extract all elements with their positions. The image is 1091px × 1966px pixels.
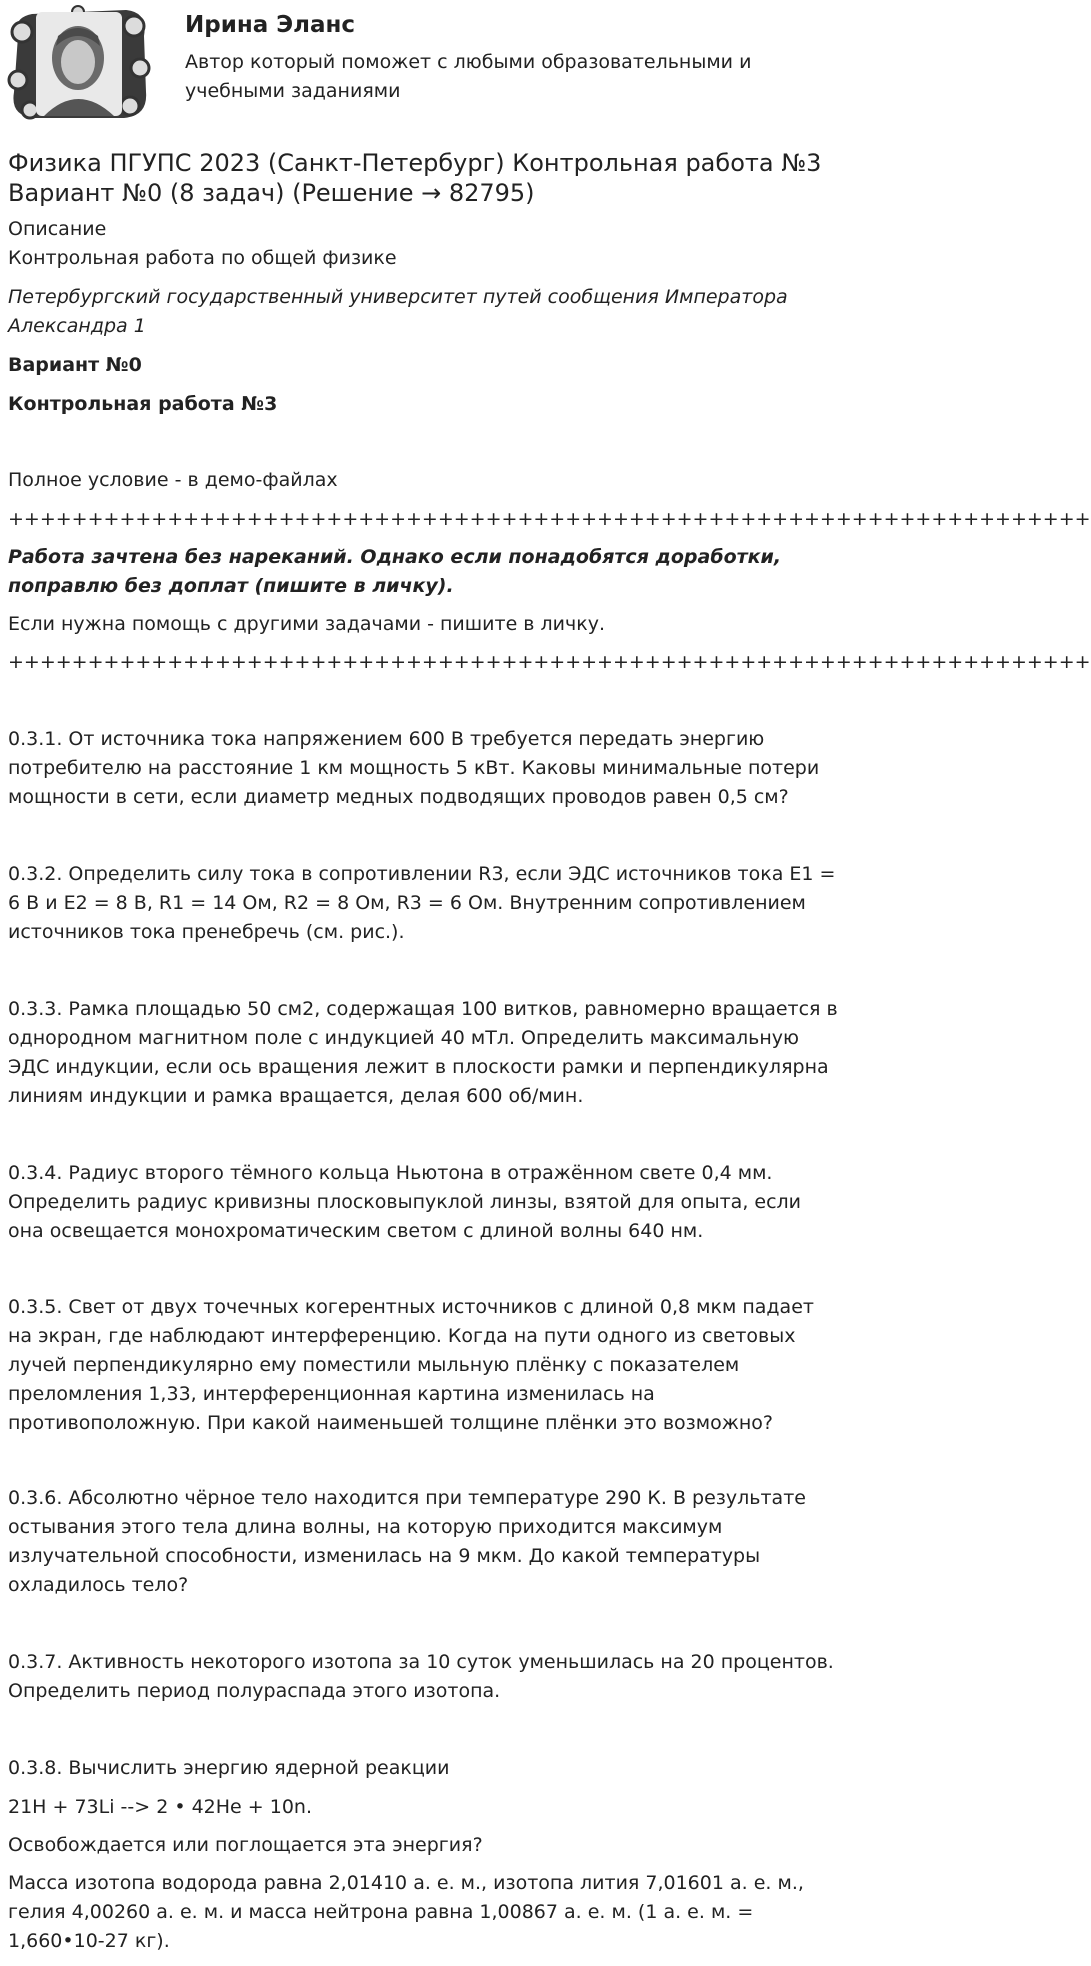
variant-label: Вариант №0 [8,354,142,376]
task-item: 0.3.4. Радиус второго тёмного кольца Ньютона в отражённом свете 0,4 мм. Определить радиус кривизны плосковыпуклой линзы, взятой для опыта, если она освещается монохроматическим светом с длиной волны 640 нм. [8,1162,802,1242]
separator-line: ++++++++++++++++++++++++++++++++++++++++++++++++++++++++++++++++++++ [8,651,1091,673]
author-description: Автор который поможет с любыми образовательными и учебными заданиями [185,51,752,102]
control-work-label: Контрольная работа №3 [8,393,278,415]
author-card [0,0,847,125]
accepted-note: Работа зачтена без нареканий. Однако если понадобятся доработки, поправлю без доплат (пишите в личку). [8,546,782,597]
task-item: 0.3.5. Свет от двух точечных когерентных источников с длиной 0,8 мкм падает на экран, где наблюдают интерференцию. Когда на пути одного из световых лучей перпендикулярно ему поместили мыльную плёнку с показателем преломления 1,33, интерференционная картина изменилась на противоположную. При какой наименьшей толщине плёнки это возможно? [8,1296,814,1434]
task-masses: Масса изотопа водорода равна 2,01410 а. е. м., изотопа лития 7,01601 а. е. м., гелия 4,00260 а. е. м. и масса нейтрона равна 1,00867 а. е. м. (1 а. е. м. = 1,660•10-27 кг). [8,1872,804,1952]
reaction-equation: 21H + 73Li --> 2 • 42He + 10n. [8,1796,312,1818]
author-name[interactable]: Ирина Эланс [185,12,356,38]
author-avatar[interactable] [8,6,150,122]
task-item: 0.3.1. От источника тока напряжением 600 В требуется передать энергию потребителю на расстояние 1 км мощность 5 кВт. Каковы минимальные потери мощности в сети, если диаметр медных подводящих проводов равен 0,5 см? [8,728,820,808]
help-note: Если нужна помощь с другими задачами - пишите в личку. [8,613,606,635]
work-title: Физика ПГУПС 2023 (Санкт-Петербург) Контрольная работа №3 Вариант №0 (8 задач) (Решение → 82795) [8,149,822,207]
separator-line: ++++++++++++++++++++++++++++++++++++++++++++++++++++++++++++++++++++ [8,508,1091,530]
task-item: 0.3.6. Абсолютно чёрное тело находится при температуре 290 К. В результате остывания этого тела длина волны, на которую приходится максимум излучательной способности, изменилась на 9 мкм. До какой температуры охладилось тело? [8,1487,806,1596]
task-item: 0.3.8. Вычислить энергию ядерной реакции [8,1757,450,1779]
description-label: Описание [8,218,107,240]
task-item: 0.3.3. Рамка площадью 50 см2, содержащая 100 витков, равномерно вращается в однородном магнитном поле с индукцией 40 мТл. Определить максимальную ЭДС индукции, если ось вращения лежит в плоскости рамки и перпендикулярна линиям индукции и рамка вращается, делая 600 об/мин. [8,998,838,1107]
task-item: 0.3.7. Активность некоторого изотопа за 10 суток уменьшилась на 20 процентов. Определить период полураспада этого изотопа. [8,1651,834,1702]
task-item: 0.3.2. Определить силу тока в сопротивлении R3, если ЭДС источников тока E1 = 6 В и E2 = 8 В, R1 = 14 Ом, R2 = 8 Ом, R3 = 6 Ом. Внутренним сопротивлением источников тока пренебречь (см. рис.). [8,863,836,943]
full-condition-note: Полное условие - в демо-файлах [8,469,338,491]
task-question: Освобождается или поглощается эта энергия? [8,1834,483,1856]
university-name: Петербургский государственный университет путей сообщения Императора Александра 1 [8,286,788,337]
work-subtitle: Контрольная работа по общей физике [8,247,397,269]
